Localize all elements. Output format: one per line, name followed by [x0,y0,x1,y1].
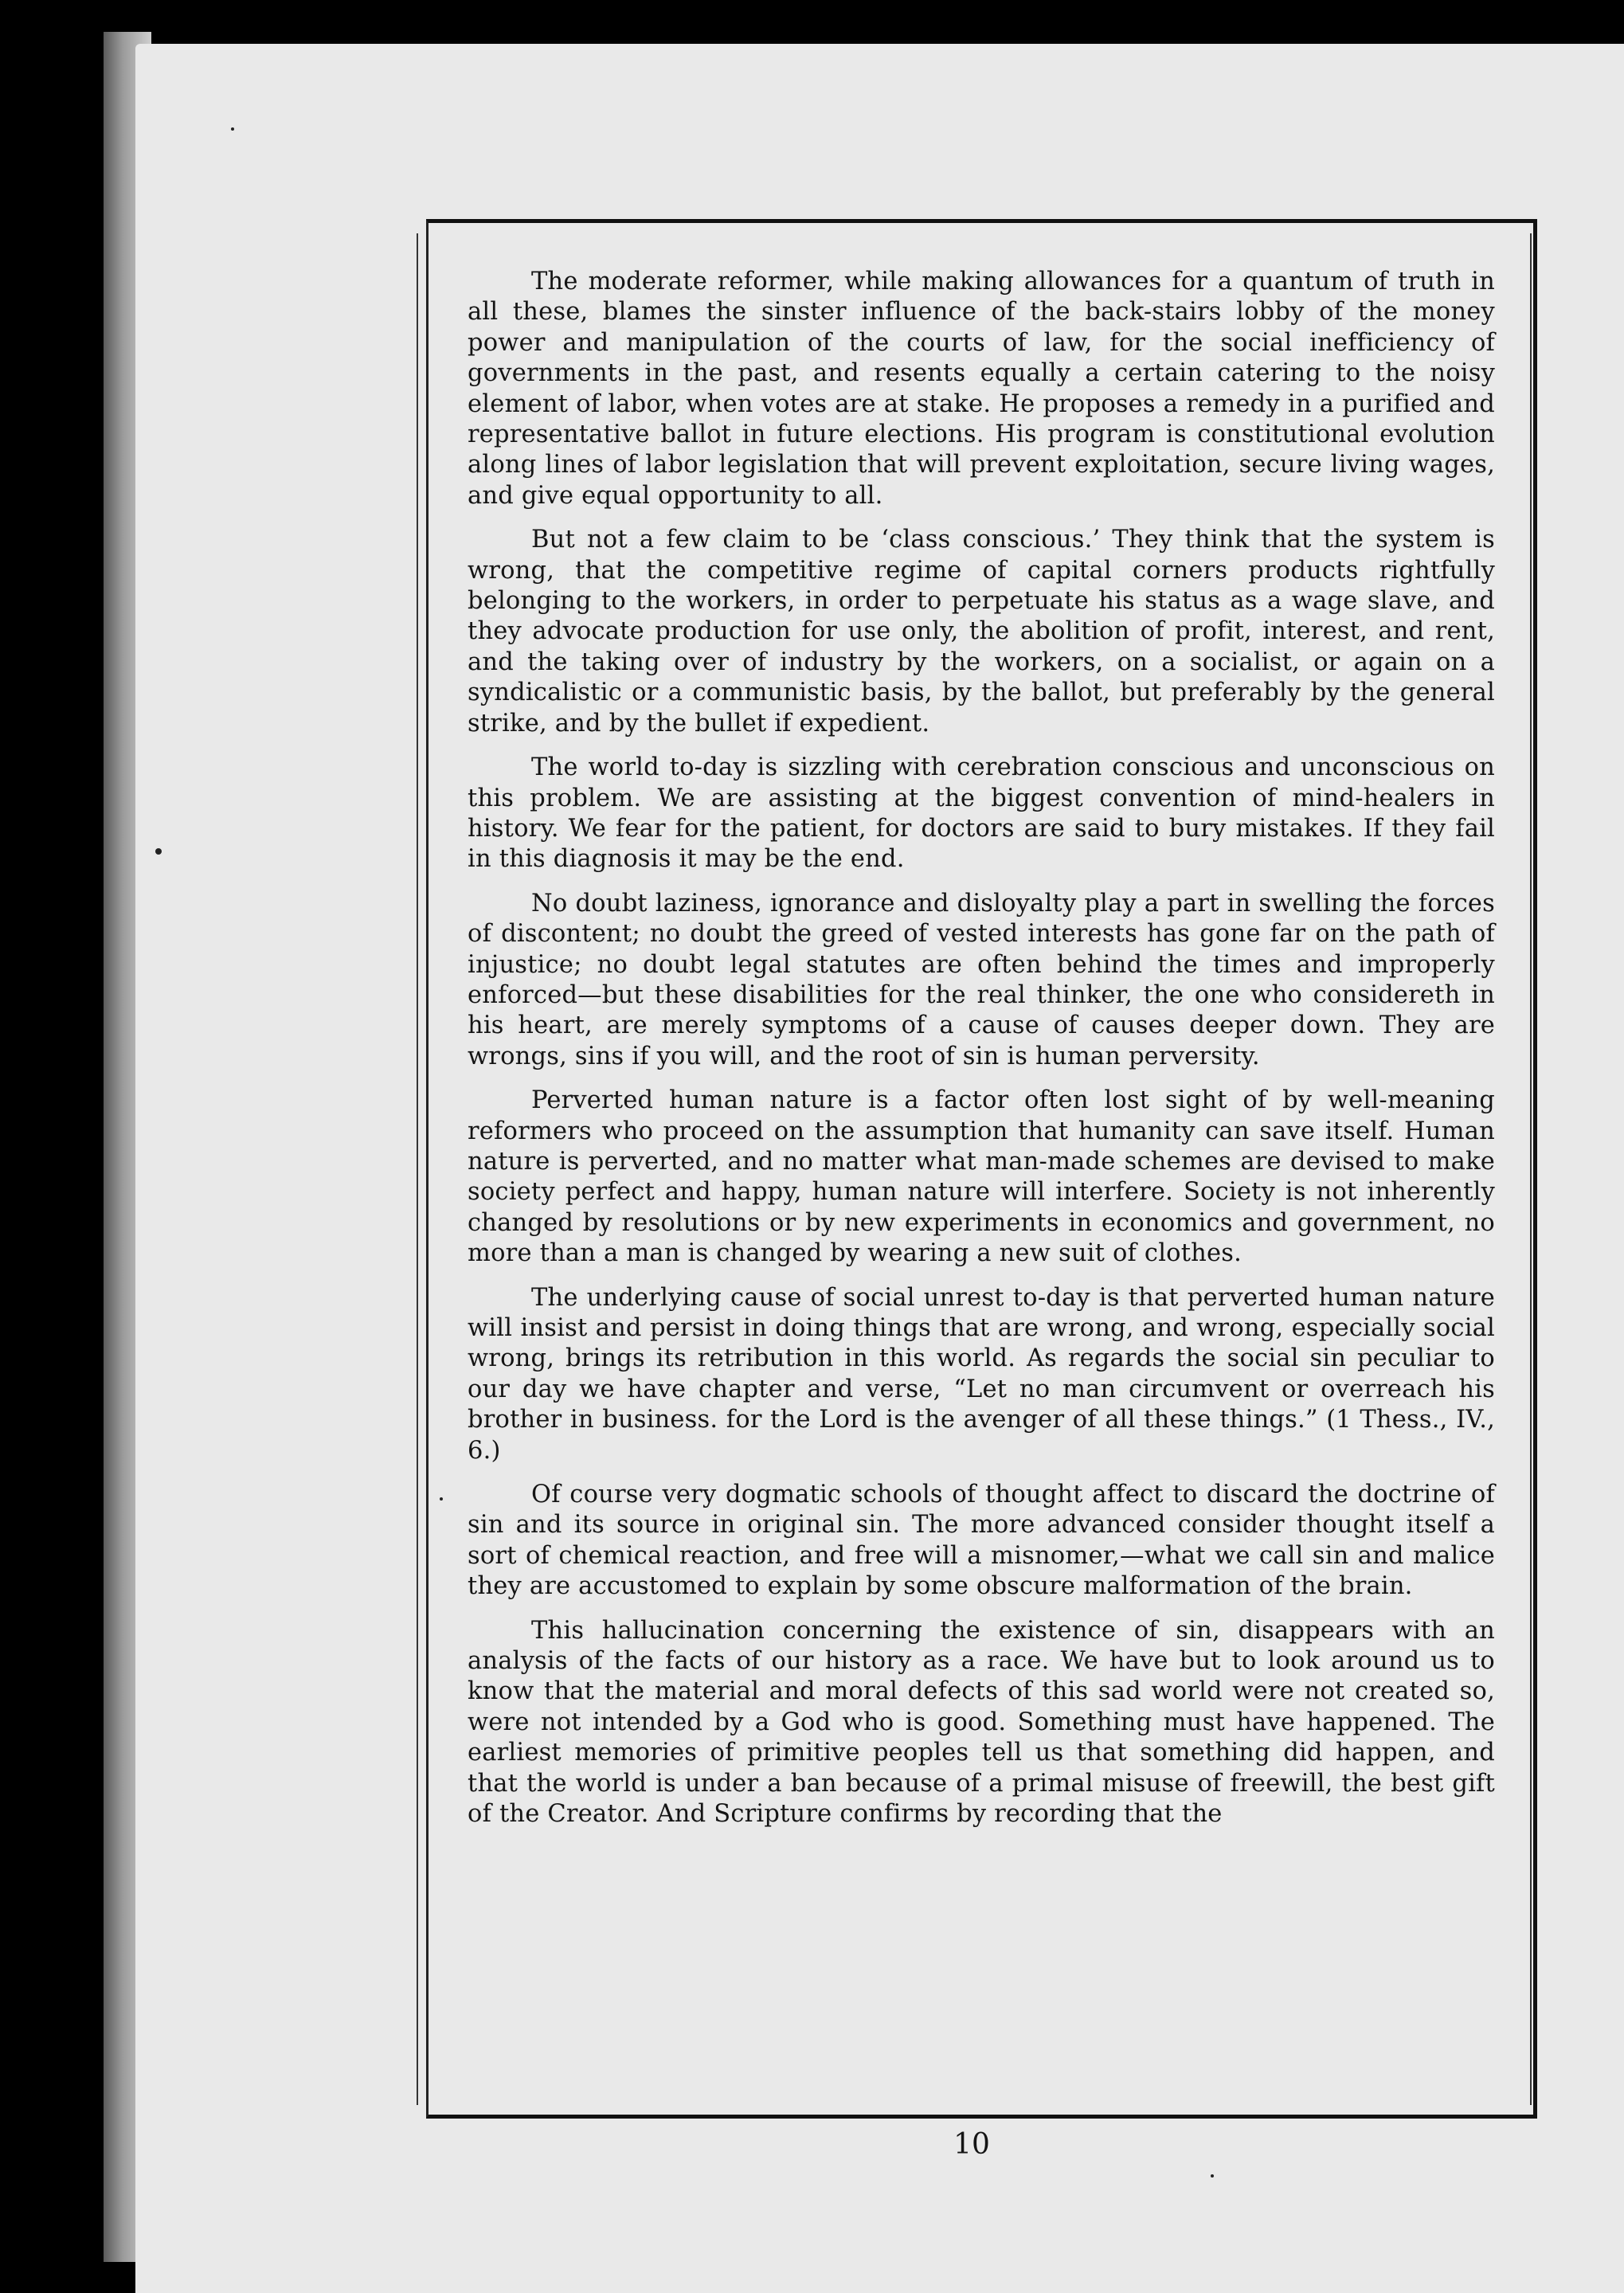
paragraph: The moderate reformer, while making allowances for a quantum of truth in all these, blames the sinster influence of the back-stairs lobby of the money power and manipulation of the courts of law, for the social inefficiency of governments in the past, and resents equally a certain catering to the noisy element of labor, when votes are at stake. He proposes a remedy in a purified and representative ballot in future elections. His program is constitutional evolution along lines of labor legislation that will prevent exploitation, secure living wages, and give equal opportunity to all. [468,268,1495,510]
paragraph: The underlying cause of social unrest to-day is that perverted human nature will insist and persist in doing things that are wrong, and wrong, especially social wrong, brings its retribution in this world. As regards the social sin peculiar to our day we have chapter and verse, “Let no man circumvent or overreach his brother in business. for the Lord is the avenger of all these things.” (1 Thess., IV., 6.) [468,1283,1495,1465]
paragraph: This hallucination concerning the existence of sin, disappears with an analysis of the facts of our history as a race. We have but to look around us to know that the material and moral defects of this sad world were not created so, were not intended by a God who is good. Something must have happened. The earliest memories of primitive peoples tell us that something did happen, and that the world is under a ban because of a primal misuse of freewill, the best gift of the Creator. And Scripture confirms by recording that the [468,1616,1495,1829]
paragraph: No doubt laziness, ignorance and disloyalty play a part in swelling the forces of discontent; no doubt the greed of vested interests has gone far on the path of injustice; no doubt legal statutes are often behind the times and improperly enforced—but these disabilities for the real thinker, the one who considereth in his heart, are merely symptoms of a cause of causes deeper down. They are wrongs, sins if you will, and the root of sin is human perversity. [468,889,1495,1070]
paragraph: The world to-day is sizzling with cerebration conscious and unconscious on this problem. We are assisting at the biggest convention of mind-healers in history. We fear for the patient, for doctors are said to bury mistakes. If they fail in this diagnosis it may be the end. [468,753,1495,874]
ink-speck [231,127,234,131]
paragraph: But not a few claim to be ‘class conscious.’ They think that the system is wrong, that the competitive regime of capital corners products rightfully belonging to the workers, in order to perpetuate his status as a wage slave, and they advocate production for use only, the abolition of profit, interest, and rent, and the taking over of industry by the workers, on a socialist, or again on a syndicalistic or a communistic basis, by the ballot, but preferably by the general strike, and by the bullet if expedient. [468,526,1495,738]
paragraph: Perverted human nature is a factor often lost sight of by well-meaning reformers who proceed on the assumption that humanity can save itself. Human nature is perverted, and no matter what man-made schemes are devised to make society perfect and happy, human nature will interfere. Society is not inherently changed by resolutions or by new experiments in economics and government, no more than a man is changed by wearing a new suit of clothes. [468,1086,1495,1268]
ink-speck [155,848,162,855]
page-number: 10 [953,2128,990,2161]
ink-speck [440,1497,443,1501]
ink-speck [1211,2174,1214,2178]
body-text [468,267,1495,2075]
paragraph: Of course very dogmatic schools of thought affect to discard the doctrine of sin and its source in original sin. The more advanced consider thought itself a sort of chemical reaction, and free will a misnomer,—what we call sin and malice they are accustomed to explain by some obscure malformation of the brain. [468,1481,1495,1601]
